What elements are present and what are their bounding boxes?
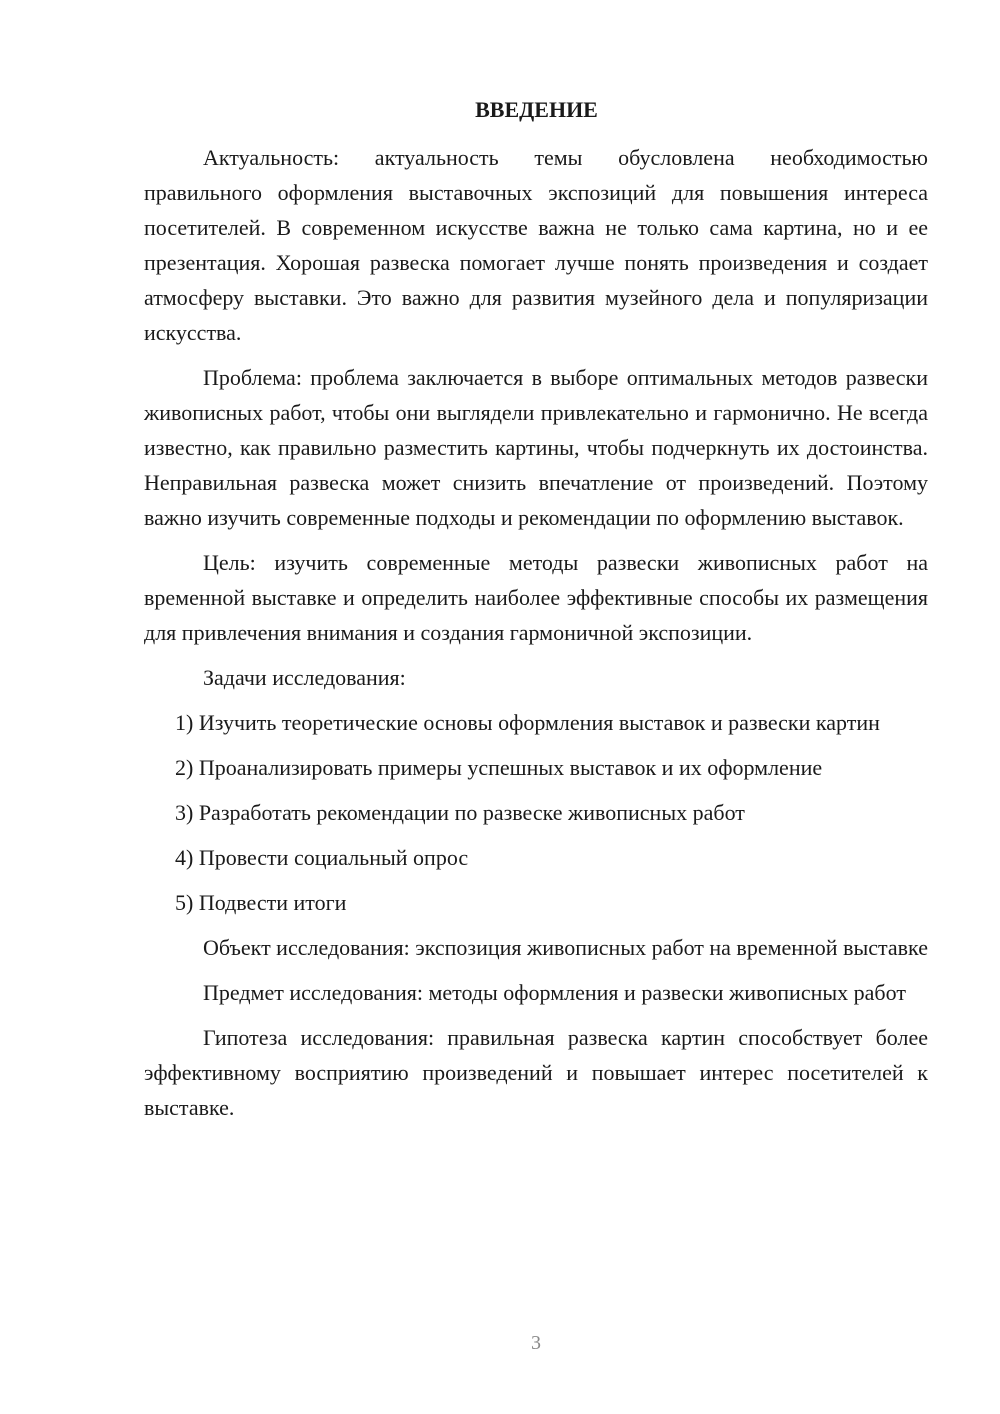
document-page bbox=[144, 92, 928, 1135]
task-item-4: 4) Провести социальный опрос bbox=[175, 845, 469, 870]
paragraph-goal: Цель: изучить современные методы развески живописных работ на временной выставке и определить наиболее эффективные способы их размещения для привлечения внимания и создания гармоничной экспозиции. bbox=[144, 550, 928, 645]
paragraph-hypothesis: Гипотеза исследования: правильная развеска картин способствует более эффективному восприятию произведений и повышает интерес посетителей к выставке. bbox=[144, 1025, 928, 1120]
task-item-3: 3) Разработать рекомендации по развеске живописных работ bbox=[175, 800, 745, 825]
task-item-1: 1) Изучить теоретические основы оформления выставок и развески картин bbox=[175, 710, 880, 735]
paragraph-problem: Проблема: проблема заключается в выборе оптимальных методов развески живописных работ, чтобы они выглядели привлекательно и гармонично. Не всегда известно, как правильно разместить картины, чтобы подчеркнуть их достоинства. Неправильная развеска может снизить впечатление от произведений. Поэтому важно изучить современные подходы и рекомендации по оформлению выставок. bbox=[144, 365, 928, 530]
tasks-heading: Задачи исследования: bbox=[203, 665, 406, 690]
paragraph-relevance: Актуальность: актуальность темы обусловлена необходимостью правильного оформления выставочных экспозиций для повышения интереса посетителей. В современном искусстве важна не только сама картина, но и ее презентация. Хорошая развеска помогает лучше понять произведения и создает атмосферу выставки. Это важно для развития музейного дела и популяризации искусства. bbox=[144, 145, 928, 345]
task-item-2: 2) Проанализировать примеры успешных выставок и их оформление bbox=[175, 755, 823, 780]
document-title: ВВЕДЕНИЕ bbox=[475, 97, 598, 122]
task-item-5: 5) Подвести итоги bbox=[175, 890, 347, 915]
page-number: 3 bbox=[531, 1332, 541, 1354]
paragraph-object: Объект исследования: экспозиция живописных работ на временной выставке bbox=[203, 935, 928, 960]
paragraph-subject: Предмет исследования: методы оформления и развески живописных работ bbox=[203, 980, 906, 1005]
